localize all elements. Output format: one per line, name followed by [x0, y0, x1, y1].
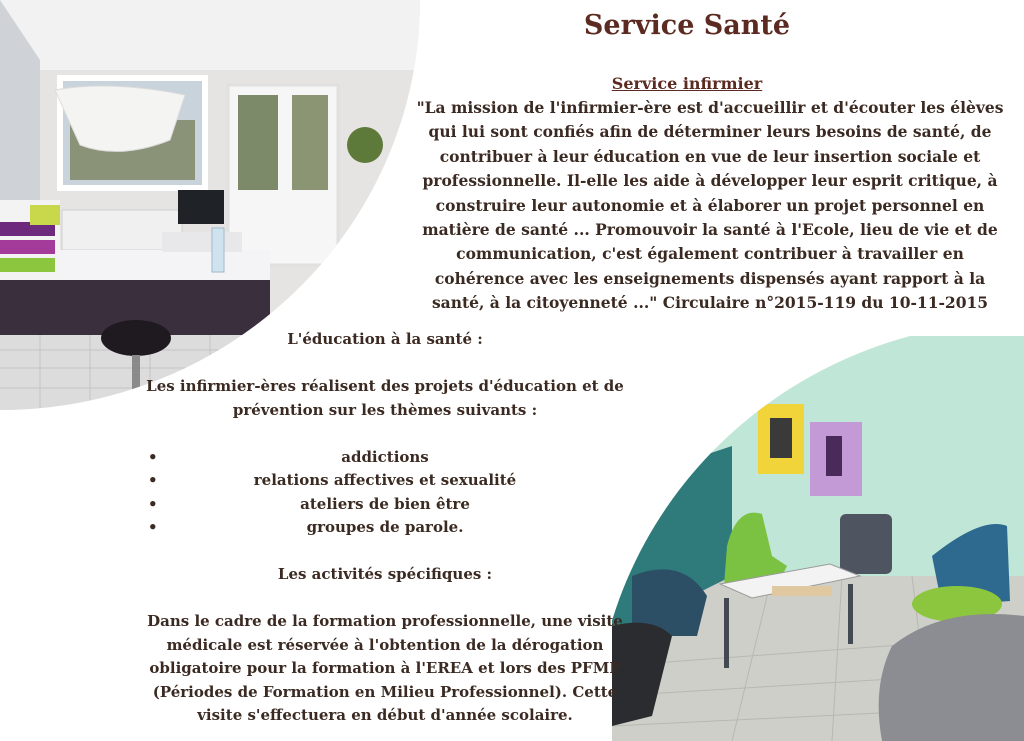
- theme-label: ateliers de bien être: [300, 494, 470, 513]
- page-title: Service Santé: [583, 10, 791, 41]
- bullet-icon: •: [148, 471, 158, 489]
- content-column: [130, 328, 640, 728]
- theme-label: groupes de parole.: [306, 518, 464, 536]
- body-line: visite s'effectuera en début d'année scolaire.: [197, 706, 573, 724]
- intro-line: prévention sur les thèmes suivants :: [232, 400, 538, 419]
- mission-quote: [406, 96, 1014, 316]
- bullet-icon: •: [148, 447, 158, 466]
- list-item: [130, 493, 640, 517]
- body-line: Dans le cadre de la formation professionnelle, une visite: [147, 612, 623, 630]
- section-subtitle: Service infirmier: [611, 74, 763, 93]
- quote-line: "La mission de l'infirmier-ère est d'accueillir et d'écouter les élèves: [416, 98, 1004, 117]
- activities-heading: Les activités spécifiques :: [277, 565, 493, 583]
- theme-label: relations affectives et sexualité: [253, 471, 517, 489]
- quote-line: contribuer à leur éducation en vue de leur insertion sociale et: [439, 146, 981, 166]
- education-heading: L'éducation à la santé :: [287, 330, 483, 348]
- list-item: [130, 469, 640, 493]
- lounge-photo: [612, 336, 1024, 741]
- quote-line: qui lui sont confiés afin de déterminer leurs besoins de santé, de: [428, 122, 992, 142]
- quote-line: professionnelle. Il-elle les aide à développer leur esprit critique, à: [422, 171, 998, 191]
- education-intro: [130, 375, 640, 422]
- body-line: (Périodes de Formation en Milieu Professionnel). Cette: [152, 682, 618, 701]
- body-line: médicale est réservée à l'obtention de la dérogation: [166, 635, 604, 654]
- intro-line: Les infirmier-ères réalisent des projets d'éducation et de: [146, 377, 624, 395]
- quote-line: matière de santé ... Promouvoir la santé à l'Ecole, lieu de vie et de: [422, 220, 998, 240]
- theme-label: addictions: [341, 447, 429, 466]
- quote-line: cohérence avec les enseignements dispensés ayant rapport à la: [434, 268, 986, 288]
- bullet-icon: •: [148, 494, 158, 513]
- list-item: [130, 516, 640, 540]
- body-line: obligatoire pour la formation à l'EREA et lors des PFMP: [149, 659, 621, 677]
- themes-list: [130, 446, 640, 540]
- quote-line: construire leur autonomie et à élaborer un projet personnel en: [435, 195, 985, 215]
- quote-line: santé, à la citoyenneté ..." Circulaire n°2015-119 du 10-11-2015: [431, 293, 989, 313]
- quote-line: communication, c'est également contribuer à travailler en: [456, 244, 964, 264]
- activities-body: [130, 610, 640, 728]
- list-item: [130, 446, 640, 470]
- bullet-icon: •: [148, 518, 158, 536]
